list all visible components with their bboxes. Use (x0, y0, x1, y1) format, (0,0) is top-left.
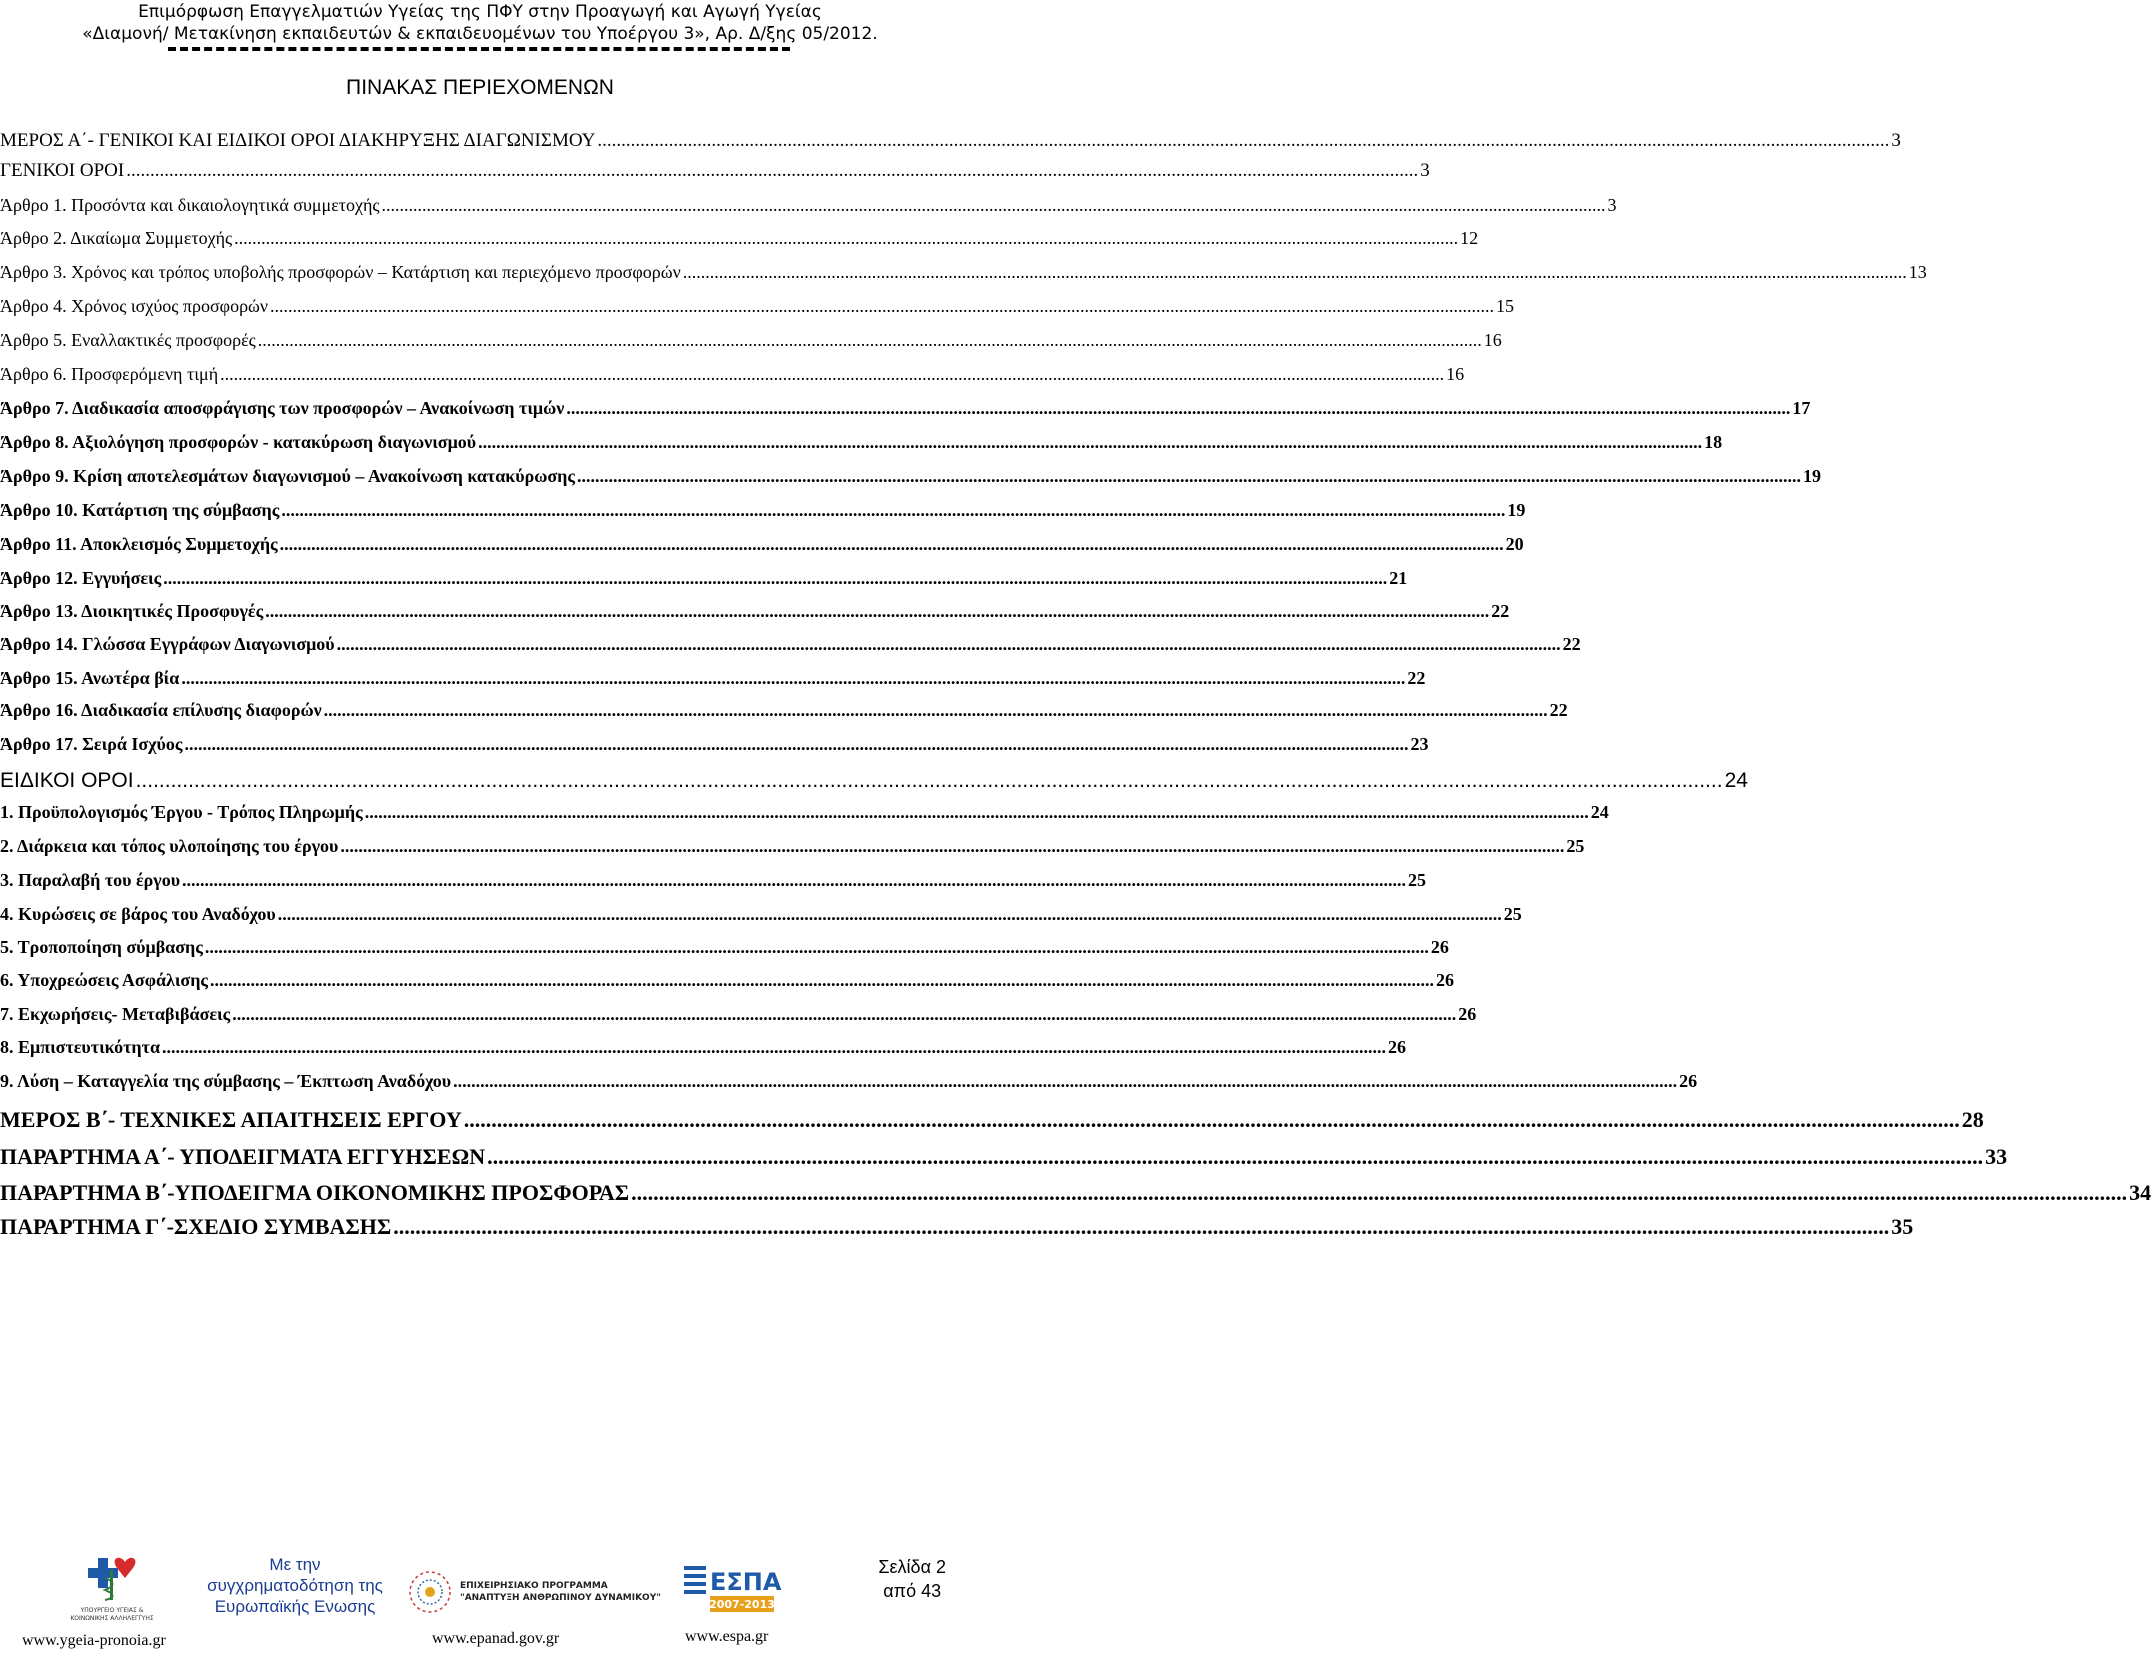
toc-dot-leader (393, 1214, 1889, 1240)
toc-entry-page: 26 (1388, 1037, 1406, 1057)
toc-entry-title: ΠΑΡΑΡΤΗΜΑ Α΄- ΥΠΟΔΕΙΓΜΑΤΑ ΕΓΓΥΗΣΕΩΝ (0, 1144, 486, 1169)
toc-dot-leader (577, 466, 1801, 487)
ministry-logo (70, 1552, 155, 1624)
toc-dot-leader (337, 634, 1561, 655)
toc-entry-title: ΠΑΡΑΡΤΗΜΑ Β΄-ΥΠΟΔΕΙΓΜΑ ΟΙΚΟΝΟΜΙΚΗΣ ΠΡΟΣΦΟΡΑΣ (0, 1180, 630, 1205)
toc-entry-title: ΠΑΡΑΡΤΗΜΑ Γ΄-ΣΧΕΔΙΟ ΣΥΜΒΑΣΗΣ (0, 1214, 392, 1239)
espa-url[interactable]: www.espa.gr (685, 1628, 769, 1645)
toc-entry-page: 22 (1562, 634, 1581, 654)
toc-entry-page: 18 (1704, 432, 1723, 452)
toc-entry-page: 12 (1460, 228, 1479, 248)
toc-entry[interactable] (0, 432, 1723, 453)
toc-entry-title: 9. Λύση – Καταγγελία της σύμβασης – Έκπτωση Αναδόχου (0, 1071, 452, 1091)
toc-dot-leader (365, 802, 1589, 823)
toc-entry[interactable] (0, 700, 1568, 721)
toc-dot-leader (184, 734, 1408, 755)
toc-entry-title: Άρθρο 2. Δικαίωμα Συμμετοχής (0, 228, 233, 248)
toc-dot-leader (220, 364, 1444, 385)
toc-entry[interactable] (0, 466, 1821, 487)
toc-entry[interactable] (0, 534, 1524, 555)
epanad-logo (400, 1560, 661, 1624)
toc-entry[interactable] (0, 668, 1426, 689)
toc-entry-page: 23 (1410, 734, 1429, 754)
toc-entry-title: Άρθρο 4. Χρόνος ισχύος προσφορών (0, 296, 269, 316)
toc-dot-leader (478, 432, 1702, 453)
toc-entry[interactable] (0, 769, 1748, 793)
toc-entry-title: Άρθρο 9. Κρίση αποτελεσμάτων διαγωνισμού – Ανακοίνωση κατακύρωσης (0, 466, 575, 486)
toc-dot-leader (382, 195, 1606, 216)
page-number (878, 1555, 946, 1603)
toc-dot-leader (597, 130, 1889, 152)
toc-entry-title: 4. Κυρώσεις σε βάρος του Αναδόχου (0, 904, 276, 924)
page-total: από 43 (883, 1581, 942, 1601)
toc-dot-leader (234, 228, 1458, 249)
svg-text:2007-2013: 2007-2013 (709, 1598, 775, 1611)
toc-dot-leader (181, 668, 1405, 689)
toc-entry-page: 24 (1590, 802, 1609, 822)
toc-entry-title: ΓΕΝΙΚΟΙ ΟΡΟΙ (0, 160, 125, 181)
toc-entry[interactable] (0, 130, 1901, 152)
toc-entry-page: 22 (1549, 700, 1568, 720)
header-line-2: «Διαμονή/ Μετακίνηση εκπαιδευτών & εκπαιδευομένων του Υποέργου 3», Αρ. Δ/ξης 05/2012. (82, 24, 878, 44)
svg-text:ΕΣΠΑ: ΕΣΠΑ (710, 1568, 782, 1596)
toc-entry-page: 25 (1503, 904, 1522, 924)
toc-dot-leader (126, 160, 1418, 182)
toc-dot-leader (566, 398, 1790, 419)
toc-entry-title: Άρθρο 10. Κατάρτιση της σύμβασης (0, 500, 280, 520)
toc-entry[interactable] (0, 195, 1617, 216)
espa-logo (682, 1560, 782, 1622)
toc-entry[interactable] (0, 1107, 1984, 1133)
toc-dot-leader (162, 1037, 1386, 1058)
toc-entry-title: Άρθρο 8. Αξιολόγηση προσφορών - κατακύρωση διαγωνισμού (0, 432, 477, 452)
toc-entry-title: Άρθρο 14. Γλώσσα Εγγράφων Διαγωνισμού (0, 634, 335, 654)
toc-dot-leader (182, 870, 1406, 891)
toc-entry-page: 20 (1505, 534, 1524, 554)
toc-entry-page: 26 (1458, 1004, 1477, 1024)
toc-title: ΠΙΝΑΚΑΣ ΠΕΡΙΕΧΟΜΕΝΩΝ (346, 76, 614, 99)
toc-dot-leader (163, 568, 1387, 589)
toc-entry[interactable] (0, 568, 1408, 589)
toc-dot-leader (453, 1071, 1677, 1092)
toc-dot-leader (683, 262, 1907, 283)
toc-entry-page: 22 (1491, 601, 1510, 621)
toc-entry[interactable] (0, 1180, 2151, 1206)
toc-entry[interactable] (0, 1214, 1914, 1240)
toc-entry-title: Άρθρο 15. Ανωτέρα βία (0, 668, 180, 688)
toc-entry-page: 22 (1407, 668, 1426, 688)
toc-entry[interactable] (0, 1004, 1477, 1025)
toc-entry[interactable] (0, 1144, 2008, 1170)
toc-entry[interactable] (0, 601, 1510, 622)
toc-entry[interactable] (0, 160, 1430, 182)
toc-entry-page: 34 (2129, 1180, 2151, 1205)
toc-entry-page: 13 (1908, 262, 1927, 282)
toc-entry-title: 8. Εμπιστευτικότητα (0, 1037, 160, 1057)
toc-entry-page: 16 (1446, 364, 1465, 384)
toc-entry-page: 3 (1420, 160, 1430, 181)
toc-entry-page: 25 (1566, 836, 1585, 856)
toc-entry-title: 7. Εκχωρήσεις- Μεταβιβάσεις (0, 1004, 231, 1024)
toc-entry[interactable] (0, 802, 1609, 823)
toc-entry-title: Άρθρο 13. Διοικητικές Προσφυγές (0, 601, 264, 621)
ministry-url[interactable]: www.ygeia-pronoia.gr (22, 1632, 166, 1649)
svg-text:ΕΠΙΧΕΙΡΗΣΙΑΚΟ ΠΡΟΓΡΑΜΜΑ: ΕΠΙΧΕΙΡΗΣΙΑΚΟ ΠΡΟΓΡΑΜΜΑ (460, 1581, 608, 1591)
toc-entry[interactable] (0, 364, 1465, 385)
toc-dot-leader (278, 904, 1502, 925)
toc-entry[interactable] (0, 398, 1811, 419)
toc-dot-leader (270, 296, 1494, 317)
toc-entry-title: 5. Τροποποίηση σύμβασης (0, 937, 203, 957)
toc-entry-title: ΕΙΔΙΚΟΙ ΟΡΟΙ (0, 769, 134, 792)
toc-dot-leader (205, 937, 1429, 958)
toc-entry[interactable] (0, 1071, 1698, 1092)
toc-entry-title: Άρθρο 1. Προσόντα και δικαιολογητικά συμμετοχής (0, 195, 380, 215)
toc-entry[interactable] (0, 870, 1427, 891)
toc-dot-leader (210, 970, 1434, 991)
toc-dot-leader (258, 330, 1482, 351)
toc-entry[interactable] (0, 904, 1522, 925)
toc-entry[interactable] (0, 1037, 1406, 1058)
toc-entry-title: ΜΕΡΟΣ Β΄- ΤΕΧΝΙΚΕΣ ΑΠΑΙΤΗΣΕΙΣ ΕΡΓΟΥ (0, 1107, 462, 1132)
toc-entry-title: 2. Διάρκεια και τόπος υλοποίησης του έργου (0, 836, 339, 856)
toc-entry-page: 26 (1436, 970, 1455, 990)
toc-entry-page: 3 (1607, 195, 1617, 215)
toc-dot-leader (281, 500, 1505, 521)
toc-dot-leader (280, 534, 1504, 555)
toc-entry-title: 6. Υποχρεώσεις Ασφάλισης (0, 970, 209, 990)
epanad-url[interactable]: www.epanad.gov.gr (432, 1630, 560, 1647)
toc-entry-title: 1. Προϋπολογισμός Έργου - Τρόπος Πληρωμής (0, 802, 363, 822)
toc-entry-page: 17 (1792, 398, 1811, 418)
page-label: Σελίδα 2 (878, 1557, 946, 1577)
toc-entry-page: 15 (1496, 296, 1515, 316)
toc-entry[interactable] (0, 262, 1927, 283)
toc-dot-leader (324, 700, 1548, 721)
toc-entry-page: 26 (1430, 937, 1449, 957)
toc-dot-leader (631, 1180, 2127, 1206)
toc-entry-page: 21 (1389, 568, 1408, 588)
toc-entry-title: 3. Παραλαβή του έργου (0, 870, 181, 890)
toc-entry[interactable] (0, 228, 1479, 249)
toc-entry-page: 26 (1679, 1071, 1698, 1091)
toc-entry[interactable] (0, 500, 1526, 521)
toc-entry-title: Άρθρο 17. Σειρά Ισχύος (0, 734, 183, 754)
toc-dot-leader (265, 601, 1489, 622)
toc-dot-leader (136, 769, 1723, 793)
toc-entry-page: 33 (1985, 1144, 2008, 1169)
toc-entry-title: Άρθρο 11. Αποκλεισμός Συμμετοχής (0, 534, 278, 554)
svg-text:ΚΟΙΝΩΝΙΚΗΣ ΑΛΛΗΛΕΓΓΥΗΣ: ΚΟΙΝΩΝΙΚΗΣ ΑΛΛΗΛΕΓΓΥΗΣ (70, 1615, 154, 1622)
toc-entry[interactable] (0, 734, 1429, 755)
svg-text:ΥΠΟΥΡΓΕΙΟ ΥΓΕΙΑΣ &: ΥΠΟΥΡΓΕΙΟ ΥΓΕΙΑΣ & (80, 1607, 144, 1614)
toc-entry[interactable] (0, 937, 1449, 958)
toc-entry-page: 35 (1891, 1214, 1914, 1239)
svg-text:"ΑΝΑΠΤΥΞΗ ΑΝΘΡΩΠΙΝΟΥ ΔΥΝΑΜΙΚΟΥ: "ΑΝΑΠΤΥΞΗ ΑΝΘΡΩΠΙΝΟΥ ΔΥΝΑΜΙΚΟΥ" (460, 1593, 661, 1603)
toc-entry-title: Άρθρο 5. Εναλλακτικές προσφορές (0, 330, 256, 350)
header-separator (168, 47, 790, 55)
toc-dot-leader (464, 1107, 1960, 1133)
toc-entry[interactable] (0, 296, 1515, 317)
toc-entry[interactable] (0, 634, 1581, 655)
toc-entry-title: Άρθρο 12. Εγγυήσεις (0, 568, 162, 588)
toc-entry-title: Άρθρο 7. Διαδικασία αποσφράγισης των προσφορών – Ανακοίνωση τιμών (0, 398, 565, 418)
toc-entry-page: 19 (1802, 466, 1821, 486)
toc-entry-page: 3 (1891, 130, 1901, 151)
toc-entry-title: Άρθρο 6. Προσφερόμενη τιμή (0, 364, 219, 384)
header-line-1: Επιμόρφωση Επαγγελματιών Υγείας της ΠΦΥ στην Προαγωγή και Αγωγή Υγείας (138, 2, 822, 22)
toc-entry-title: ΜΕΡΟΣ Α΄- ΓΕΝΙΚΟΙ ΚΑΙ ΕΙΔΙΚΟΙ ΟΡΟΙ ΔΙΑΚΗΡΥΞΗΣ ΔΙΑΓΩΝΙΣΜΟΥ (0, 130, 596, 151)
toc-dot-leader (340, 836, 1564, 857)
toc-entry[interactable] (0, 836, 1585, 857)
toc-entry-page: 24 (1724, 769, 1748, 792)
toc-entry-page: 25 (1408, 870, 1427, 890)
eu-cofunding-text: Με την συγχρηματοδότηση της Ευρωπαϊκής Ενωσης (207, 1555, 383, 1616)
toc-dot-leader (487, 1144, 1983, 1170)
toc-entry-page: 16 (1483, 330, 1502, 350)
toc-entry-title: Άρθρο 3. Χρόνος και τρόπος υποβολής προσφορών – Κατάρτιση και περιεχόμενο προσφορών (0, 262, 681, 282)
toc-entry-page: 28 (1961, 1107, 1984, 1132)
toc-entry-page: 19 (1507, 500, 1526, 520)
toc-entry[interactable] (0, 330, 1502, 351)
toc-dot-leader (232, 1004, 1456, 1025)
toc-entry[interactable] (0, 970, 1455, 991)
toc-entry-title: Άρθρο 16. Διαδικασία επίλυσης διαφορών (0, 700, 322, 720)
